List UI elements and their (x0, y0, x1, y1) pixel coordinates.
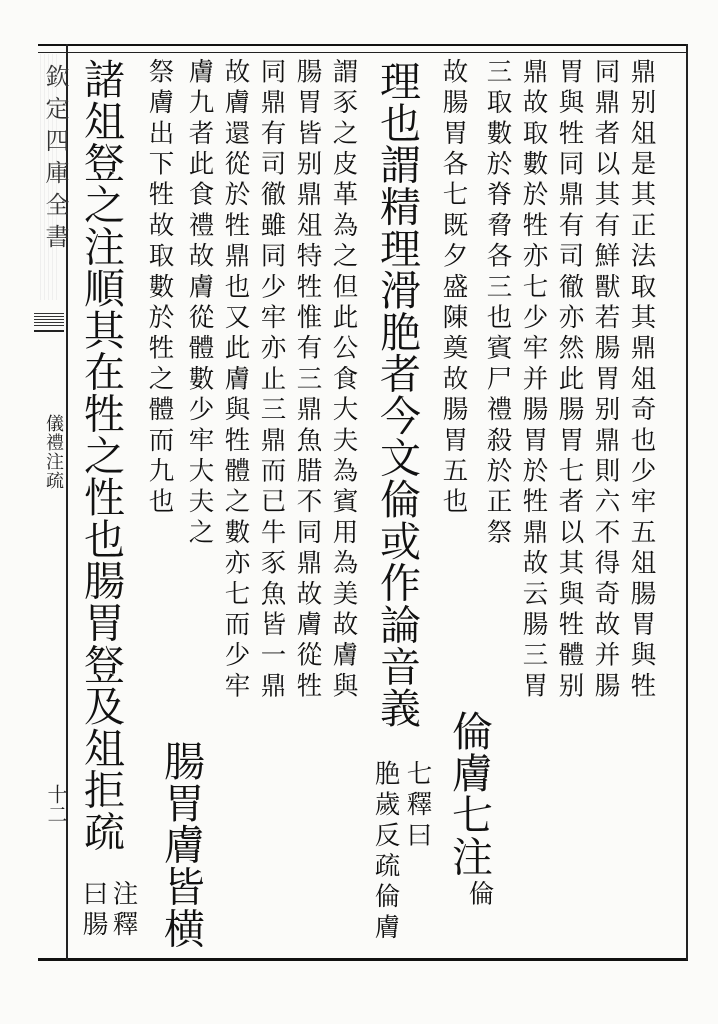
text-column-5: 三取數於脊脅各三也賓尸禮殺於正祭 (482, 58, 513, 550)
text-column-12: 祭膚出下牲故取數於牲之體而九也 (144, 58, 175, 519)
note-lun: 倫 (464, 880, 495, 911)
frame-right-rule (686, 44, 688, 960)
text-column-1: 鼎别俎是其正法取其鼎俎奇也少牢五俎腸胃與牲 (626, 58, 657, 703)
frame-top-rule (38, 44, 688, 46)
text-column-4: 鼎故取數於牲亦七少牢并腸胃於牲鼎故云腸三胃 (518, 58, 549, 703)
frame-bottom-rule (38, 958, 688, 961)
text-column-10: 故膚還從於牲鼎也又此膚與牲體之數亦七而少牢 (220, 58, 251, 703)
book-title: 儀禮注疏 (43, 414, 64, 490)
main-text-column-2: 諸俎豋之注順其在牲之性也腸胃豋及俎拒疏 (77, 58, 125, 853)
heading-chang-wei: 腸胃膚皆横 (157, 740, 205, 949)
collection-title: 欽定四庫全書 (41, 64, 69, 256)
note-column-d: 曰腸 (78, 880, 109, 942)
heading-lun-fu-text: 倫膚七注 (445, 710, 493, 878)
frame-top-inner-rule (38, 52, 688, 53)
note-column-a: 七釋曰 (402, 760, 433, 853)
main-text-column-1: 理也謂精理滑脃者今文倫或作論音義 (373, 60, 421, 729)
page-number: 十二 (44, 784, 68, 824)
text-column-7: 謂豕之皮革為之但此公食大夫為賓用為美故膚與 (328, 58, 359, 703)
text-column-9: 同鼎有司徹雖同少牢亦止三鼎而已牛豕魚皆一鼎 (256, 58, 287, 703)
text-column-8: 腸胃皆别鼎俎特牲惟有三鼎魚腊不同鼎故膚從牲 (292, 58, 323, 703)
text-column-3: 胃與牲同鼎有司徹亦然此腸胃七者以其與牲體别 (554, 58, 585, 703)
note-column-c: 注釋 (108, 880, 139, 942)
text-column-11: 膚九者此食禮故膚從體數少牢大夫之 (184, 58, 215, 550)
text-column-2: 同鼎者以其有鮮獸若腸胃别鼎則六不得奇故并腸 (590, 58, 621, 703)
fish-tail-mark (34, 312, 64, 326)
text-column-6: 故腸胃各七既夕盛陳奠故腸胃五也 (438, 58, 469, 519)
note-column-b: 脃歲反疏倫膚 (370, 760, 401, 945)
margin-divider (34, 330, 64, 332)
